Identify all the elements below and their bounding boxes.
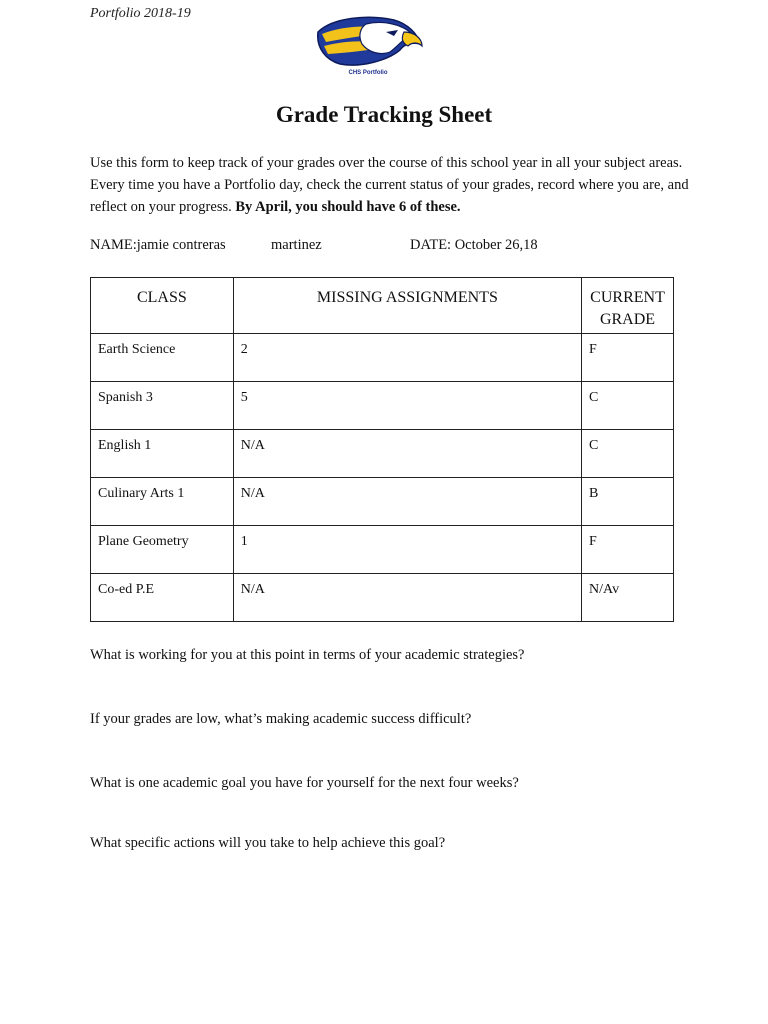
table-row [91, 382, 674, 430]
student-surname: martinez [271, 237, 322, 253]
grade-table [90, 277, 674, 622]
header-current-grade: CURRENT GRADE [582, 278, 674, 334]
question-difficulties: If your grades are low, what’s making academic success difficult? [90, 711, 472, 727]
missing-cell: 5 [233, 382, 581, 430]
instructions-emphasis: By April, you should have 6 of these. [235, 199, 461, 215]
page-title: Grade Tracking Sheet [275, 102, 493, 127]
grade-cell: F [582, 334, 674, 382]
table-row [91, 478, 674, 526]
header-class: CLASS [91, 278, 234, 334]
grade-cell: N/Av [582, 574, 674, 622]
grade-cell: C [582, 382, 674, 430]
missing-cell: 1 [233, 526, 581, 574]
class-cell: Co-ed P.E [91, 574, 234, 622]
grade-cell: C [582, 430, 674, 478]
table-row [91, 334, 674, 382]
question-goal: What is one academic goal you have for yourself for the next four weeks? [90, 775, 519, 791]
portfolio-year-label: Portfolio 2018-19 [90, 6, 191, 21]
header-missing-assignments: MISSING ASSIGNMENTS [233, 278, 581, 334]
class-cell: Earth Science [91, 334, 234, 382]
missing-cell: N/A [233, 430, 581, 478]
class-cell: Culinary Arts 1 [91, 478, 234, 526]
class-cell: English 1 [91, 430, 234, 478]
missing-cell: N/A [233, 478, 581, 526]
question-strategies: What is working for you at this point in terms of your academic strategies? [90, 647, 525, 663]
missing-cell: 2 [233, 334, 581, 382]
grade-cell: B [582, 478, 674, 526]
logo-caption: CHS Portfolio [348, 70, 388, 76]
table-row [91, 526, 674, 574]
class-cell: Plane Geometry [91, 526, 234, 574]
eagle-logo [312, 12, 424, 84]
instructions-paragraph [90, 152, 690, 218]
missing-cell: N/A [233, 574, 581, 622]
eagle-icon [312, 12, 424, 74]
grade-cell: F [582, 526, 674, 574]
table-row [91, 574, 674, 622]
table-header-row [91, 278, 674, 334]
question-actions: What specific actions will you take to help achieve this goal? [90, 835, 446, 851]
date-field: DATE: October 26,18 [410, 237, 538, 253]
student-name: NAME:jamie contreras [90, 237, 226, 253]
class-cell: Spanish 3 [91, 382, 234, 430]
table-row [91, 430, 674, 478]
instructions-text: Use this form to keep track of your grades over the course of this school year in all your subject areas. Every time you have a Portfolio day, check the current status of your grades, record where you are, and reflect on your progress. [90, 155, 689, 215]
